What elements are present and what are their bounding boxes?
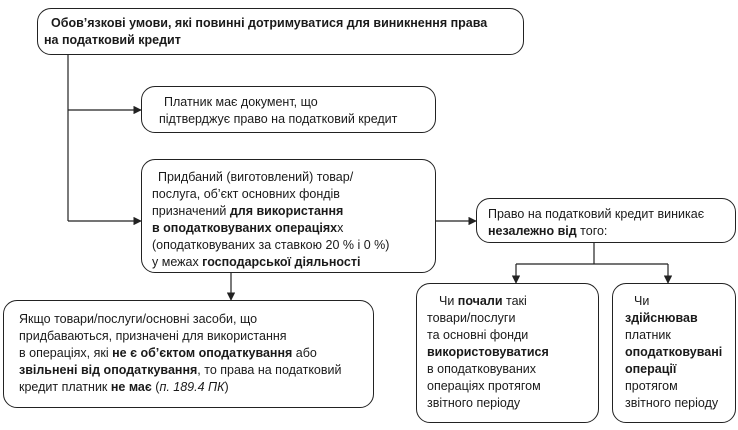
exception-line-2: придбаваються, призначені для використання [19, 329, 287, 343]
purchase-line-6: у межах господарської діяльності [152, 255, 361, 269]
operations-line-2: здійснював [625, 311, 698, 325]
usage-line-2: товари/послуги [427, 311, 516, 325]
document-line-1: Платник має документ, що [164, 95, 318, 109]
purchase-line-3: призначений для використання [152, 204, 344, 218]
exception-box [3, 300, 374, 408]
operations-line-1: Чи [634, 294, 650, 308]
title-line-2: на податковий кредит [44, 33, 181, 47]
document-box [141, 86, 436, 133]
operations-line-5: операції [625, 362, 677, 376]
operations-question-box [612, 283, 736, 423]
purchase-line-5: (оподатковуваних за ставкою 20 % і 0 %) [152, 238, 390, 252]
title-line-1: Обов’язкові умови, які повинні дотримуватися для виникнення права [51, 16, 488, 30]
condition-line-1: Право на податковий кредит виникає [488, 207, 705, 221]
usage-line-3: та основні фонди [427, 328, 529, 342]
title-box [37, 8, 524, 55]
usage-line-1: Чи почали такі [439, 294, 527, 308]
exception-line-3: в операціях, які не є об’єктом оподаткування або [19, 346, 317, 360]
purchase-line-2: послуга, об’єкт основних фондів [152, 187, 340, 201]
purchase-box [141, 159, 436, 273]
usage-line-4: використовуватися [427, 345, 549, 359]
legal-reference: п. 189.4 ПК [159, 380, 225, 394]
purchase-line-4: в оподатковуваних операціяхх [152, 221, 344, 235]
operations-line-6: протягом [625, 379, 678, 393]
document-line-2: підтверджує право на податковий кредит [159, 112, 398, 126]
condition-box [476, 198, 736, 243]
purchase-line-1: Придбаний (виготовлений) товар/ [158, 170, 354, 184]
operations-line-7: звітного періоду [625, 396, 719, 410]
usage-line-5: в оподатковуваних [427, 362, 536, 376]
condition-line-2: незалежно від того: [488, 224, 608, 238]
usage-question-box [416, 283, 599, 423]
operations-line-4: оподатковувані [625, 345, 723, 359]
usage-line-7: звітного періоду [427, 396, 521, 410]
exception-line-5: кредит платник не має (п. 189.4 ПК) [19, 380, 229, 394]
operations-line-3: платник [625, 328, 671, 342]
usage-line-6: операціях протягом [427, 379, 541, 393]
exception-line-1: Якщо товари/послуги/основні засоби, що [19, 312, 258, 326]
exception-line-4: звільнені від оподаткування, то права на податковий [19, 363, 342, 377]
